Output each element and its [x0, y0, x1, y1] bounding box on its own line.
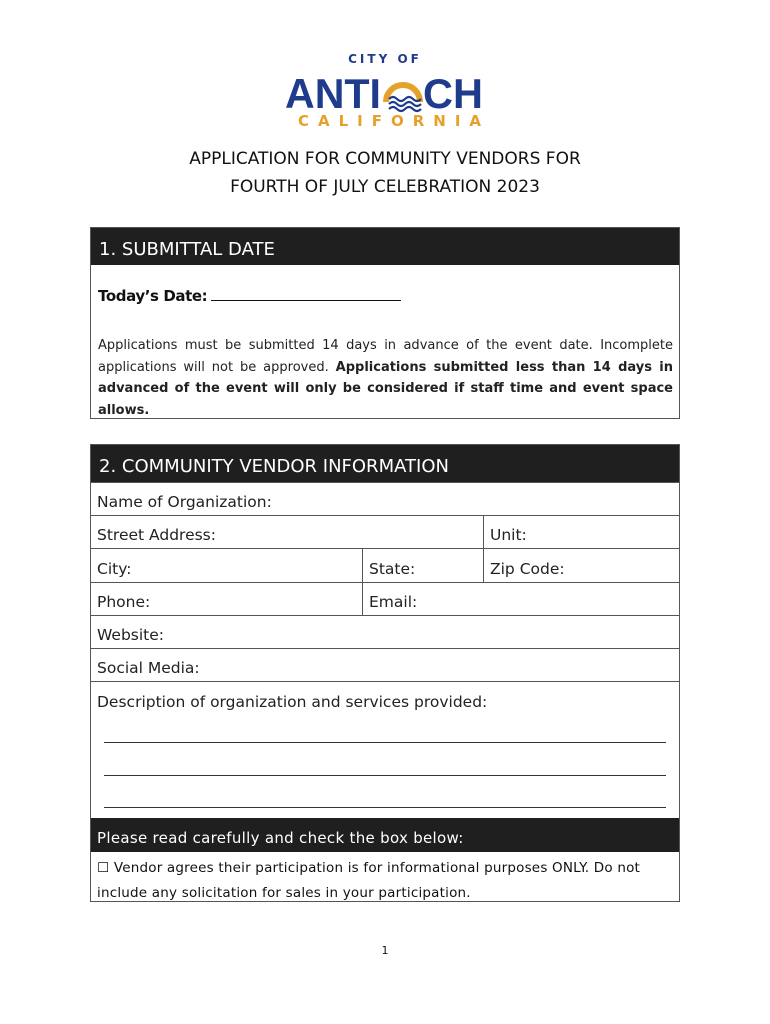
agreement-checkbox[interactable]: ☐ — [97, 860, 110, 876]
row-city — [91, 548, 679, 583]
svg-text:CH: CH — [423, 70, 483, 116]
row-street — [91, 515, 679, 549]
website-field[interactable]: Website: — [97, 626, 165, 644]
zip-code-field[interactable]: Zip Code: — [483, 549, 679, 583]
section-header-submittal: 1. SUBMITTAL DATE — [91, 228, 679, 265]
row-phone — [91, 582, 679, 616]
email-field[interactable]: Email: — [362, 583, 679, 616]
logo-city-of: CITY OF — [348, 52, 422, 66]
title-line-1: APPLICATION FOR COMMUNITY VENDORS FOR — [189, 149, 581, 169]
state-field[interactable]: State: — [362, 549, 483, 583]
row-organization — [91, 482, 679, 516]
sun-wave-icon — [386, 85, 421, 111]
description-line-3[interactable] — [104, 806, 666, 808]
street-address-field[interactable]: Street Address: — [97, 526, 216, 544]
form-title — [0, 145, 770, 201]
description-line-1[interactable] — [104, 741, 666, 743]
submission-notice — [98, 335, 673, 421]
row-social — [91, 648, 679, 682]
antioch-wordmark — [285, 68, 485, 116]
check-instructions-header: Please read carefully and check the box below: — [91, 818, 679, 852]
organization-field[interactable]: Name of Organization: — [97, 493, 272, 511]
city-field[interactable]: City: — [97, 560, 132, 578]
todays-date-row — [98, 286, 401, 305]
description-line-2[interactable] — [104, 774, 666, 776]
logo-california: CALIFORNIA — [297, 112, 491, 130]
section-header-vendor: 2. COMMUNITY VENDOR INFORMATION — [91, 445, 679, 482]
todays-date-field[interactable] — [211, 286, 401, 301]
agreement-text: Vendor agrees their participation is for informational purposes ONLY. Do not include any solicitation for sales in your participation. — [97, 860, 641, 901]
phone-field[interactable]: Phone: — [97, 593, 151, 611]
row-website — [91, 615, 679, 649]
unit-field[interactable]: Unit: — [483, 516, 679, 549]
page-number: 1 — [381, 944, 389, 957]
vendor-info-section — [90, 444, 680, 902]
notice-bold: Applications submitted less than 14 days in advanced of the event will only be considered if staff time and event space allows. — [98, 359, 673, 418]
title-line-2: FOURTH OF JULY CELEBRATION 2023 — [230, 177, 540, 197]
vendor-agreement — [97, 856, 667, 906]
notice-plain: Applications must be submitted 14 days in advance of the event date. Incomplete applications will not be approved. — [98, 338, 673, 375]
todays-date-label: Today’s Date: — [98, 287, 208, 305]
row-description — [91, 681, 679, 819]
svg-text:ANTI: ANTI — [285, 70, 381, 116]
description-label: Description of organization and services provided: — [97, 693, 488, 711]
social-media-field[interactable]: Social Media: — [97, 659, 200, 677]
submittal-date-section — [90, 227, 680, 419]
city-logo — [0, 68, 770, 116]
